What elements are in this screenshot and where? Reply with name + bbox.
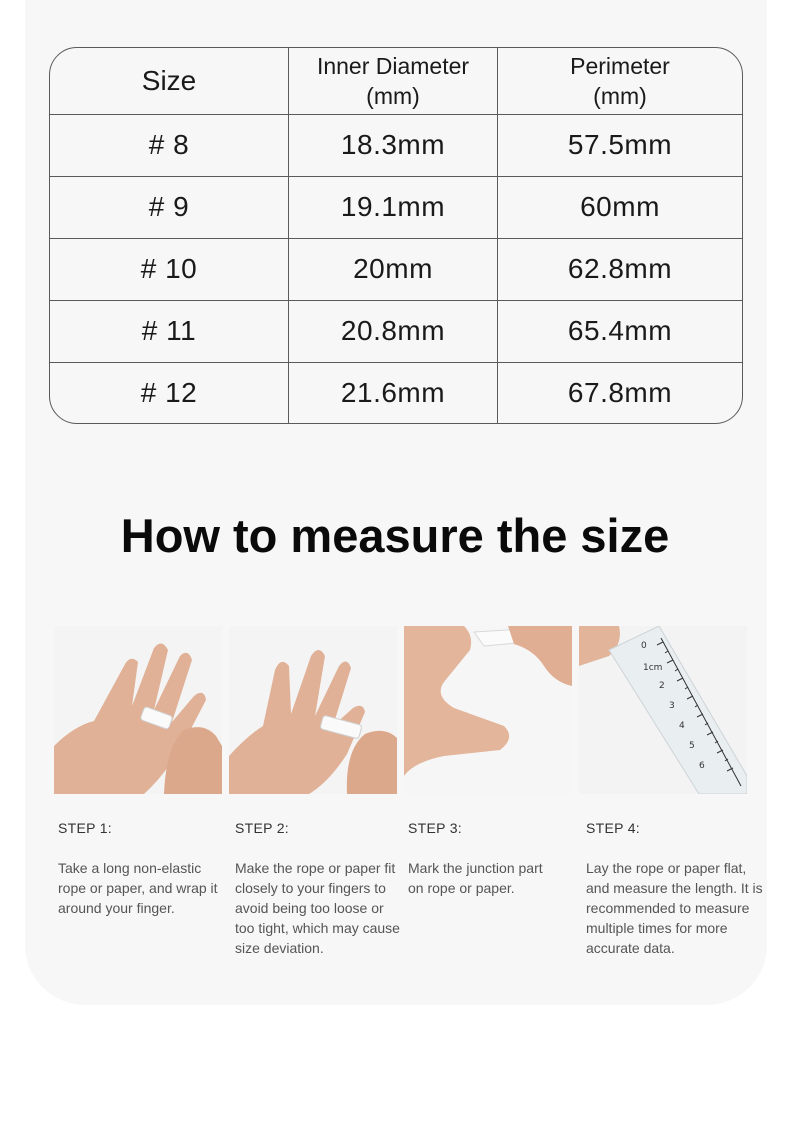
table-row <box>50 362 742 423</box>
step-1-photo <box>54 626 222 794</box>
size-cell: # 10 <box>50 238 289 300</box>
diameter-cell: 20mm <box>289 238 498 300</box>
table-row <box>50 238 742 300</box>
step-4-description: Lay the rope or paper flat, and measure the length. It is recommended to measure multiple times for more accurate data. <box>586 860 763 956</box>
ring-size-table <box>49 47 743 424</box>
ruler-number: 4 <box>679 721 685 731</box>
ruler-number: 2 <box>659 681 665 691</box>
table-header-row <box>50 48 742 115</box>
ruler-number: 0 <box>641 641 647 651</box>
perimeter-cell: 60mm <box>498 176 743 238</box>
page-title: How to measure the size <box>120 509 670 562</box>
size-cell: # 11 <box>50 300 289 362</box>
ruler-number: 1cm <box>643 663 663 673</box>
step-3-description: Mark the junction part on rope or paper. <box>408 860 543 896</box>
step-1-label: STEP 1: <box>58 820 112 836</box>
size-cell: # 9 <box>50 176 289 238</box>
diameter-cell: 20.8mm <box>289 300 498 362</box>
perimeter-cell: 67.8mm <box>498 362 743 423</box>
step-3-photo <box>404 626 572 794</box>
header-inner-diameter: Inner Diameter (mm) <box>289 48 498 115</box>
step-2-description: Make the rope or paper fit closely to your fingers to avoid being too loose or too tight, which may cause size deviation. <box>235 860 400 956</box>
table-row <box>50 300 742 362</box>
step-4-photo <box>579 626 747 794</box>
diameter-cell: 21.6mm <box>289 362 498 423</box>
size-cell: # 8 <box>50 115 289 177</box>
diameter-cell: 18.3mm <box>289 115 498 177</box>
perimeter-cell: 65.4mm <box>498 300 743 362</box>
step-1-description: Take a long non-elastic rope or paper, and wrap it around your finger. <box>58 860 218 916</box>
step-2-label: STEP 2: <box>235 820 289 836</box>
header-perimeter: Perimeter (mm) <box>498 48 743 115</box>
perimeter-cell: 62.8mm <box>498 238 743 300</box>
ruler-number: 5 <box>689 741 695 751</box>
step-2-photo <box>229 626 397 794</box>
ruler-number: 6 <box>699 761 705 771</box>
ruler-number: 3 <box>669 701 675 711</box>
table-row <box>50 176 742 238</box>
perimeter-cell: 57.5mm <box>498 115 743 177</box>
size-cell: # 12 <box>50 362 289 423</box>
header-size: Size <box>50 48 289 115</box>
step-3-label: STEP 3: <box>408 820 462 836</box>
diameter-cell: 19.1mm <box>289 176 498 238</box>
step-4-label: STEP 4: <box>586 820 640 836</box>
table-row <box>50 115 742 177</box>
